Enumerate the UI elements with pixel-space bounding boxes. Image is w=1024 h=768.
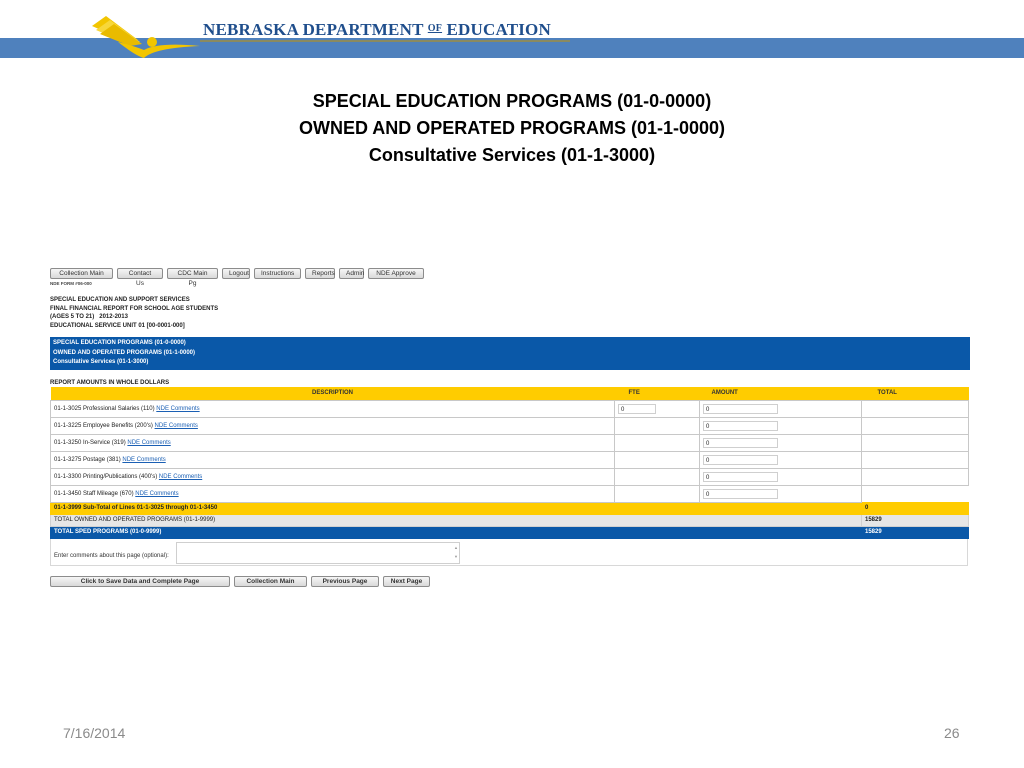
row-description: [51, 434, 615, 451]
row-label: 01-1-3225 Employee Benefits (200's): [54, 422, 153, 429]
amount-input[interactable]: 0: [703, 489, 778, 499]
footer-date: 7/16/2014: [63, 725, 126, 741]
row-amount: [700, 400, 862, 417]
row-fte: [615, 400, 700, 417]
bottom-button-bar: [50, 576, 970, 587]
amount-input[interactable]: 0: [703, 404, 778, 414]
row-total: [862, 451, 969, 468]
fte-input[interactable]: 0: [618, 404, 656, 414]
next-page-button[interactable]: Next Page: [383, 576, 430, 587]
header-underline: [200, 40, 570, 42]
slide-title: [0, 88, 1024, 169]
row-description: [51, 417, 615, 434]
slide-title-line3: Consultative Services (01-1-3000): [368, 145, 656, 165]
nde-comments-link[interactable]: NDE Comments: [127, 439, 171, 446]
previous-page-button[interactable]: Previous Page: [311, 576, 379, 587]
amount-input[interactable]: 0: [703, 438, 778, 448]
reports-button[interactable]: Reports: [305, 268, 335, 279]
table-row: [51, 434, 969, 451]
form-id: NDE FORM #06-000: [50, 281, 92, 286]
report-header-line: FINAL FINANCIAL REPORT FOR SCHOOL AGE STUDENTS: [50, 305, 219, 312]
amount-input[interactable]: 0: [703, 421, 778, 431]
cdc-main-pg-button[interactable]: CDC Main Pg: [167, 268, 218, 279]
row-fte: [615, 434, 700, 451]
nde-comments-link[interactable]: NDE Comments: [135, 490, 179, 497]
col-header-description: DESCRIPTION: [51, 387, 615, 401]
nde-comments-link[interactable]: NDE Comments: [154, 422, 198, 429]
logout-button[interactable]: Logout: [222, 268, 250, 279]
nde-comments-link[interactable]: NDE Comments: [156, 405, 200, 412]
slide-number: 26: [944, 725, 960, 741]
save-complete-button[interactable]: Click to Save Data and Complete Page: [50, 576, 230, 587]
contact-us-button[interactable]: Contact Us: [117, 268, 163, 279]
org-name-of: OF: [427, 23, 443, 34]
total-owned-label: TOTAL OWNED AND OPERATED PROGRAMS (01-1-9999): [51, 514, 862, 526]
org-name-part2: EDUCATION: [442, 20, 551, 39]
collection-main-bottom-button[interactable]: Collection Main: [234, 576, 307, 587]
row-description: [51, 451, 615, 468]
slide-title-line2: OWNED AND OPERATED PROGRAMS (01-1-0000): [298, 118, 726, 138]
report-header-line: EDUCATIONAL SERVICE UNIT 01 [00-0001-000]: [50, 322, 185, 329]
total-sped-label: TOTAL SPED PROGRAMS (01-0-9999): [51, 526, 862, 538]
amount-input[interactable]: 0: [703, 472, 778, 482]
budget-table: [50, 387, 969, 539]
row-amount: [700, 417, 862, 434]
row-amount: [700, 468, 862, 485]
amount-input[interactable]: 0: [703, 455, 778, 465]
table-row: [51, 417, 969, 434]
row-description: [51, 468, 615, 485]
table-header-row: [51, 387, 969, 401]
row-total: [862, 417, 969, 434]
nde-comments-link[interactable]: NDE Comments: [122, 456, 166, 463]
total-owned-row: [51, 514, 969, 526]
row-label: 01-1-3250 In-Service (319): [54, 439, 126, 446]
col-header-amount: AMOUNT: [700, 387, 862, 401]
section-band: [50, 337, 970, 370]
app-screenshot: [50, 268, 970, 587]
row-label: 01-1-3275 Postage (381): [54, 456, 121, 463]
subtotal-row: [51, 502, 969, 514]
row-fte: [615, 417, 700, 434]
org-name-part1: NEBRASKA DEPARTMENT: [203, 20, 428, 39]
section-band-line: OWNED AND OPERATED PROGRAMS (01-1-0000): [53, 349, 196, 356]
admin-button[interactable]: Admin: [339, 268, 364, 279]
nde-comments-link[interactable]: NDE Comments: [158, 473, 203, 480]
report-header: [50, 296, 970, 330]
org-name: [203, 20, 551, 40]
row-amount: [700, 451, 862, 468]
scroll-down-icon[interactable]: ▼: [454, 553, 458, 559]
row-label: 01-1-3025 Professional Salaries (110): [54, 405, 155, 412]
table-row: [51, 468, 969, 485]
row-fte: [615, 451, 700, 468]
comments-label: Enter comments about this page (optional):: [54, 552, 169, 559]
row-total: [862, 468, 969, 485]
table-row: [51, 485, 969, 502]
instructions-button[interactable]: Instructions: [254, 268, 301, 279]
slide-title-line1: SPECIAL EDUCATION PROGRAMS (01-0-0000): [312, 91, 712, 111]
section-band-line: Consultative Services (01-1-3000): [53, 359, 149, 365]
row-fte: [615, 468, 700, 485]
report-header-line: (AGES 5 TO 21) 2012-2013: [50, 314, 128, 320]
row-total: [862, 485, 969, 502]
report-header-line: SPECIAL EDUCATION AND SUPPORT SERVICES: [50, 297, 190, 303]
row-fte: [615, 485, 700, 502]
row-description: [51, 485, 615, 502]
row-description: [51, 400, 615, 417]
textarea-scrollbar[interactable]: [453, 543, 459, 563]
row-total: [862, 434, 969, 451]
row-total: [862, 400, 969, 417]
total-sped-row: [51, 526, 969, 538]
comments-section: [50, 539, 968, 566]
table-row: [51, 451, 969, 468]
col-header-fte: FTE: [615, 387, 700, 401]
table-row: [51, 400, 969, 417]
collection-main-button[interactable]: Collection Main: [50, 268, 113, 279]
subtotal-label: 01-1-3999 Sub-Total of Lines 01-1-3025 through 01-1-3450: [51, 502, 862, 514]
row-amount: [700, 434, 862, 451]
scroll-up-icon[interactable]: ▲: [454, 544, 458, 550]
comments-textarea[interactable]: [176, 542, 460, 564]
nde-logo-icon: [88, 12, 203, 60]
amounts-note: REPORT AMOUNTS IN WHOLE DOLLARS: [50, 379, 170, 386]
nde-approve-button[interactable]: NDE Approve: [368, 268, 424, 279]
row-label: 01-1-3450 Staff Mileage (670): [54, 490, 134, 497]
row-amount: [700, 485, 862, 502]
row-label: 01-1-3300 Printing/Publications (400's): [54, 473, 158, 480]
col-header-total: TOTAL: [862, 387, 969, 401]
subtotal-value: 0: [862, 502, 969, 514]
total-owned-value: 15829: [862, 514, 969, 526]
total-sped-value: 15829: [862, 526, 969, 538]
section-band-line: SPECIAL EDUCATION PROGRAMS (01-0-0000): [53, 340, 186, 346]
